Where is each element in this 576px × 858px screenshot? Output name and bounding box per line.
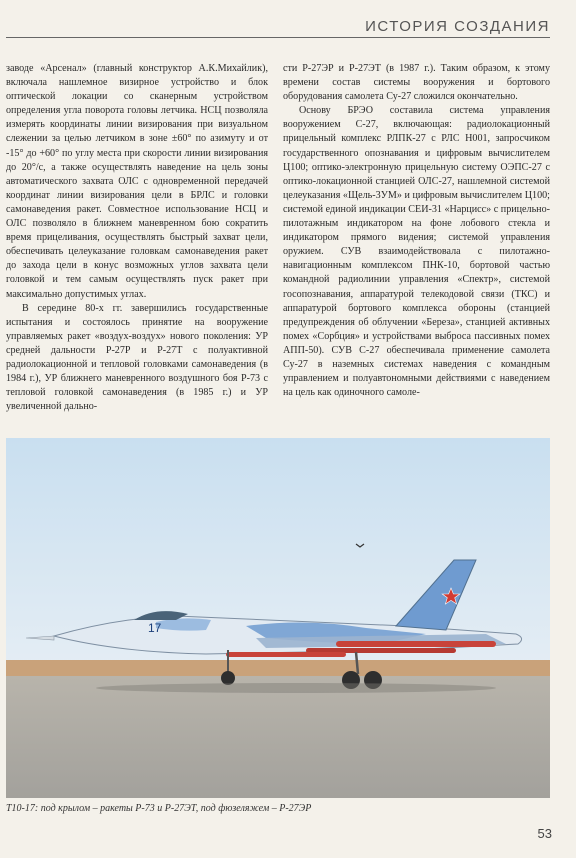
aircraft-photo (6, 438, 550, 798)
aircraft-tail-number: 17 (148, 621, 162, 635)
right-paragraph-2: Основу БРЭО составила система управления вооружением С-27, включающая: радиолокационный прицельный комплекс РЛПК-27 с РЛС Н001, запросчиком государственного опознавания и цифровым вычислителем Ц100; оптико-электронную прицельную систему ОЭПС-27 с оптико-локационной станцией ОЛС-27, нашлемной системой целеуказания «Щель-3УМ» и цифровым вычислителем Ц100; системой единой индикации СЕИ-31 «Нарцисс» с прицельно-пилотажным индикатором на фоне лобового стекла и индикатором прямого видения; системой управления оружием. СУВ взаимодействовала с пилотажно-навигационным комплексом ПНК-10, бортовой частью командной радиолинии управления «Спектр», системой госопознавания, аппаратурой телекодовой связи (ТКС) и аппаратурой бортового комплекса обороны (станцией предупреждения об облучении «Береза», станцией активных помех «Сорбция» и устройствами выброса пассивных помех АПП-50). СУВ С-27 обеспечивала применение самолета Су-27 в наземных системах наведения с командным управлением и полуавтономными действиями с наведением на цель как одиночного самоле- (283, 105, 550, 399)
section-title: ИСТОРИЯ СОЗДАНИЯ (365, 18, 550, 35)
missile-r27er (226, 652, 346, 657)
nose-gear-wheel (221, 671, 235, 685)
page-number: 53 (537, 826, 552, 841)
right-column (283, 62, 550, 400)
left-column (6, 62, 268, 414)
left-paragraph-1: заводе «Арсенал» (главный конструктор А.К.Михайлик), включала нашлемное визирное устройство и блок оптической локации со сканерным устройством определения угла поворота головы летчика. НСЦ позволяла измерять координаты линии визирования при визуальном слежении за целью летчиком в зоне ±60° по азимуту и от -15° до +60° по углу места при скорости линии визирования до 20°/с, а также осуществлять наведение на цель зоны автоматического захвата ОЛС с одновременной передачей координат линии визирования цели в БРЛС и головки самонаведения ракет. Совместное использование НСЦ и ОЛС позволяло в ближнем маневренном бою сократить время прицеливания, осуществлять быстрый захват цели, обеспечивать целеуказание головкам самонаведения ракет до захода цели в конус возможных углов захвата цели головкой и тем самым осуществлять пуск ракет при максимально допустимых углах. (6, 63, 268, 300)
missile-r73 (336, 641, 496, 647)
tarmac (6, 676, 550, 798)
photo-caption: Т10-17: под крылом – ракеты Р-73 и Р-27ЭТ, под фюзеляжем – Р-27ЭР (6, 803, 312, 814)
left-paragraph-2: В середине 80-х гг. завершились государственные испытания и состоялось принятие на вооружение управляемых ракет «воздух-воздух» нового поколения: УР средней дальности Р-27Р и Р-27Т с полуактивной радиолокационной и тепловой головками самонаведения (в 1984 г.), УР ближнего маневренного воздушного боя Р-73 с тепловой головкой самонаведения (в 1985 г.) и УР увеличенной дально- (6, 302, 268, 413)
horizon-strip (6, 660, 550, 678)
header-rule (6, 37, 550, 38)
aircraft-photo-illustration (6, 438, 550, 798)
right-paragraph-1: сти Р-27ЭР и Р-27ЭТ (в 1987 г.). Таким образом, к этому времени состав системы вооружения и бортового оборудования самолета Су-27 сложился окончательно. (283, 63, 550, 103)
aircraft-shadow (96, 683, 496, 693)
